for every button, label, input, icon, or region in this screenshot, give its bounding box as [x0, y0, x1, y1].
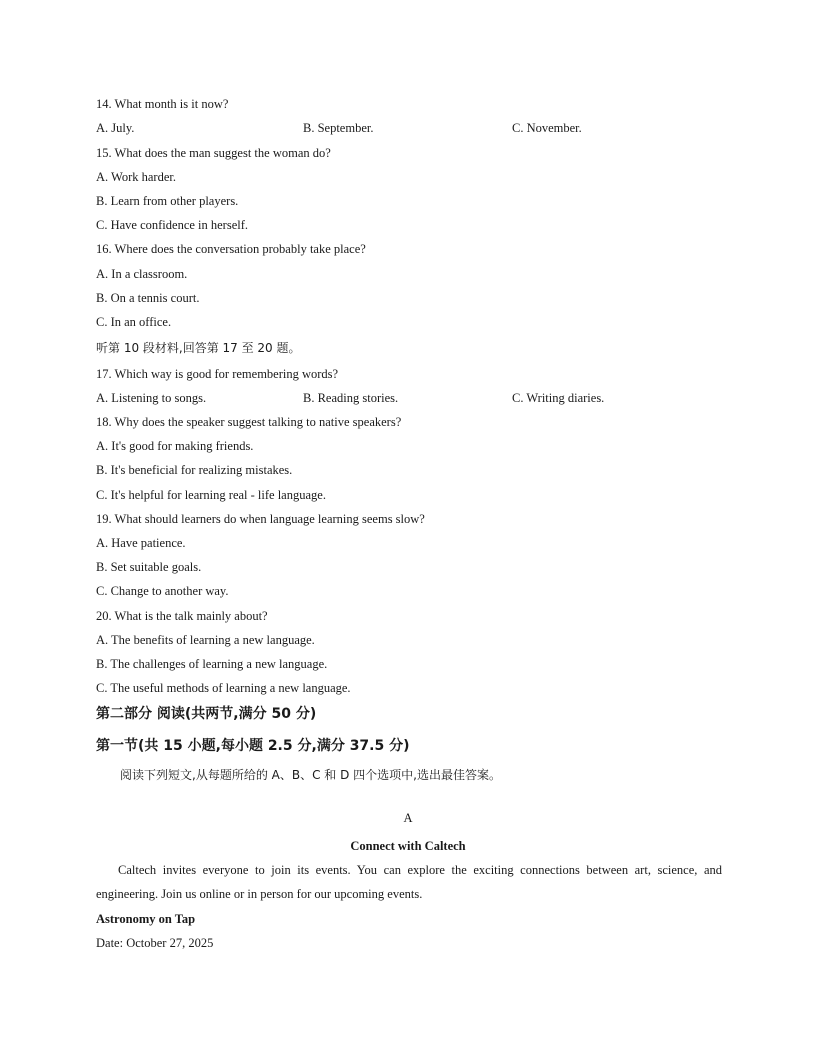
section1-heading: 第一节(共 15 小题,每小题 2.5 分,满分 37.5 分): [96, 738, 410, 754]
q17-option-a: A. Listening to songs.: [96, 391, 207, 405]
passage-intro-text: Caltech invites everyone to join its events. You can explore the exciting connections between art, science, and engineering. Join us online or in person for our upcoming events.: [96, 863, 722, 901]
passage-intro: [96, 858, 722, 906]
q14-option-c: C. November.: [512, 121, 582, 135]
q15-option-a: A. Work harder.: [96, 170, 176, 184]
q18-option-a: A. It's good for making friends.: [96, 439, 254, 453]
event-date: Date: October 27, 2025: [96, 936, 214, 950]
question-20: 20. What is the talk mainly about?: [96, 609, 268, 623]
q16-option-a: A. In a classroom.: [96, 267, 188, 281]
question-18: 18. Why does the speaker suggest talking to native speakers?: [96, 415, 402, 429]
q15-option-b: B. Learn from other players.: [96, 194, 239, 208]
q20-option-c: C. The useful methods of learning a new language.: [96, 681, 351, 695]
listening-instruction: 听第 10 段材料,回答第 17 至 20 题。: [96, 341, 301, 355]
q20-option-a: A. The benefits of learning a new language.: [96, 633, 315, 647]
q19-option-b: B. Set suitable goals.: [96, 560, 202, 574]
question-15: 15. What does the man suggest the woman do?: [96, 146, 331, 160]
question-17-options: [0, 390, 816, 406]
q16-option-c: C. In an office.: [96, 315, 172, 329]
section1-instruction: 阅读下列短文,从每题所给的 A、B、C 和 D 四个选项中,选出最佳答案。: [120, 768, 501, 782]
q18-option-b: B. It's beneficial for realizing mistakes.: [96, 463, 293, 477]
question-14: 14. What month is it now?: [96, 97, 229, 111]
q14-option-b: B. September.: [303, 121, 374, 135]
event-title: Astronomy on Tap: [96, 912, 196, 926]
q18-option-c: C. It's helpful for learning real - life language.: [96, 488, 326, 502]
q14-option-a: A. July.: [96, 121, 135, 135]
passage-letter: A: [403, 811, 413, 825]
q19-option-c: C. Change to another way.: [96, 584, 229, 598]
q15-option-c: C. Have confidence in herself.: [96, 218, 249, 232]
part2-heading: 第二部分 阅读(共两节,满分 50 分): [96, 706, 317, 722]
question-19: 19. What should learners do when language learning seems slow?: [96, 512, 425, 526]
question-14-options: [0, 120, 816, 136]
q17-option-c: C. Writing diaries.: [512, 391, 605, 405]
q17-option-b: B. Reading stories.: [303, 391, 399, 405]
question-16: 16. Where does the conversation probably take place?: [96, 242, 366, 256]
passage-title: Connect with Caltech: [350, 839, 466, 853]
q19-option-a: A. Have patience.: [96, 536, 186, 550]
question-17: 17. Which way is good for remembering words?: [96, 367, 339, 381]
q20-option-b: B. The challenges of learning a new language.: [96, 657, 328, 671]
q16-option-b: B. On a tennis court.: [96, 291, 200, 305]
